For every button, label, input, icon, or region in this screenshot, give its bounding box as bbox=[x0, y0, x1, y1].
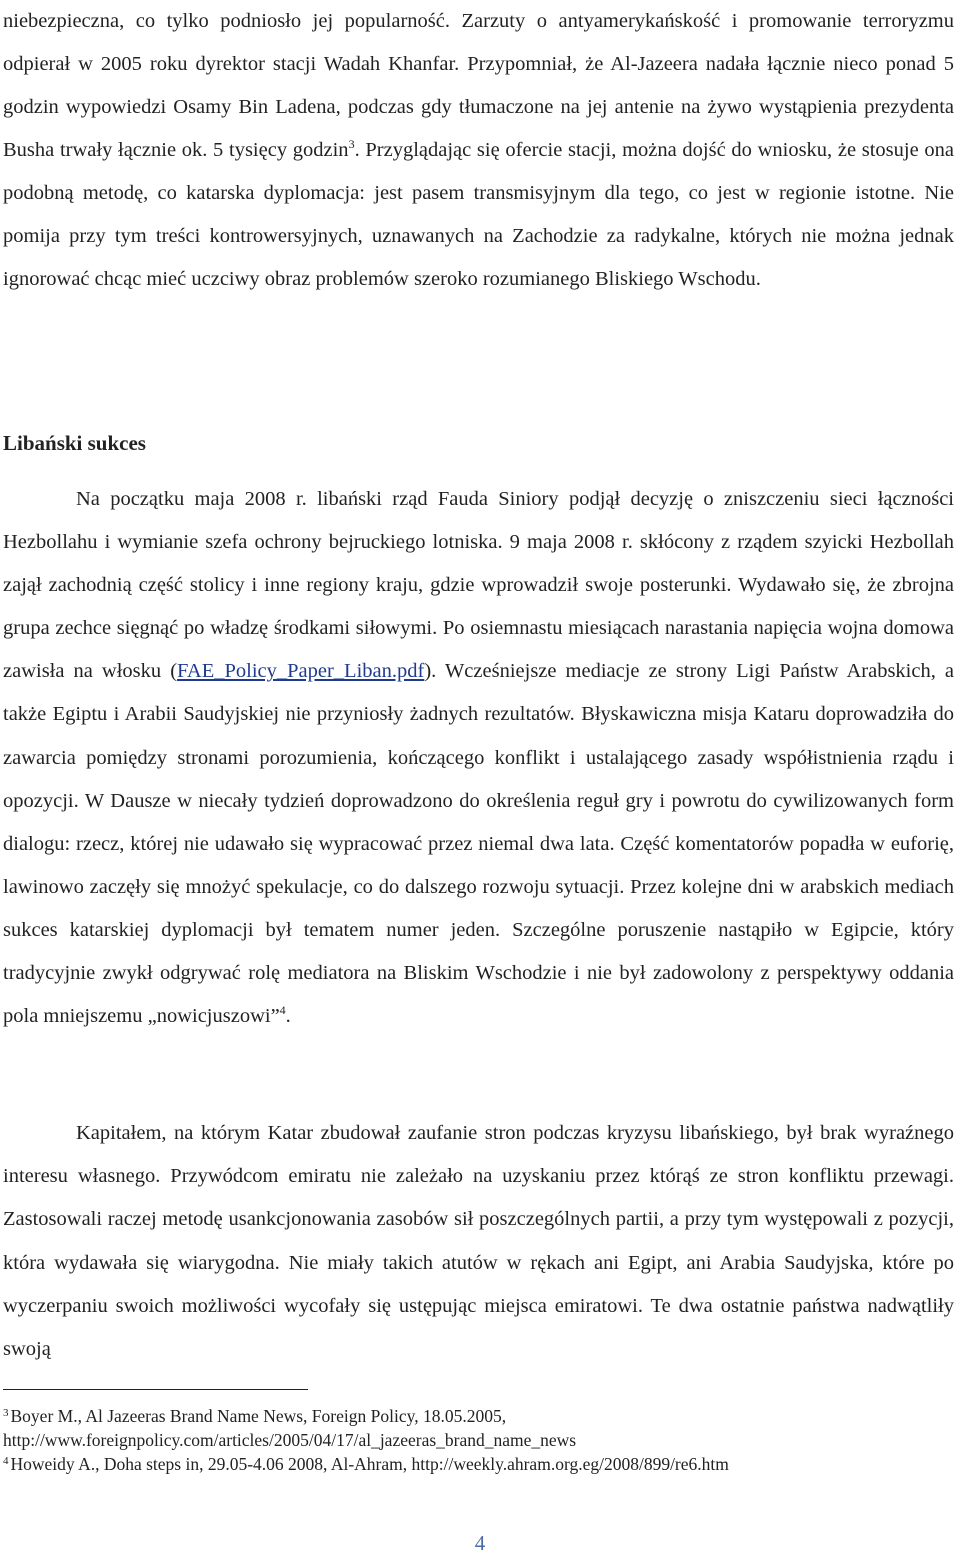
footnote-ref-4[interactable]: 4 bbox=[279, 1003, 286, 1018]
footnote-divider bbox=[3, 1389, 308, 1390]
paragraph-text: Na początku maja 2008 r. libański rząd Fauda Siniory podjął decyzję o zniszczeniu sieci łączności Hezbollahu i wymianie szefa ochrony bejruckiego lotniska. 9 maja 2008 r. skłócony z rządem szyicki Hezbollah zajął zachodnią część stolicy i inne regiony kraju, gdzie wprowadził swoje posterunki. Wydawało się, że zbrojna grupa zechce sięgnąć po władzę środkami siłowymi. Po osiemnastu miesiącach narastania napięcia wojna domowa zawisła na włosku ( bbox=[3, 488, 954, 683]
policy-paper-link[interactable]: FAE_Policy_Paper_Liban.pdf bbox=[177, 660, 425, 683]
footnote-3-url: http://www.foreignpolicy.com/articles/2005/04/17/al_jazeeras_brand_name_news bbox=[3, 1430, 577, 1450]
paragraph-text: . bbox=[285, 1005, 291, 1028]
footnote-3 bbox=[3, 1404, 954, 1428]
footnote-text: Howeidy A., Doha steps in, 29.05-4.06 2008, Al-Ahram, http://weekly.ahram.org.eg/2008/899/re6.htm bbox=[10, 1454, 729, 1474]
footnote-text: Boyer M., Al Jazeeras Brand Name News, Foreign Policy, 18.05.2005, bbox=[10, 1406, 507, 1426]
paragraph-al-jazeera bbox=[3, 0, 954, 301]
paragraph-text: . Przyglądając się ofercie stacji, można dojść do wniosku, że stosuje ona podobną metodę, co katarska dyplomacja: jest pasem transmisyjnym dla tego, co jest w regionie istotne. Nie pomija przy tym treści kontrowersyjnych, uznawanych na Zachodzie za radykalne, których nie można jednak ignorować chcąc mieć uczciwy obraz problemów szeroko rozumianego Bliskiego Wschodu. bbox=[3, 139, 954, 290]
footnote-ref-3[interactable]: 3 bbox=[348, 137, 355, 151]
footnote-number: 4 bbox=[3, 1455, 9, 1467]
paragraph-text: niebezpieczna, co tylko podniosło jej popularność. Zarzuty o antyamerykańskość i promowanie terroryzmu odpierał w 2005 roku dyrektor stacji Wadah Khanfar. Przypomniał, że Al-Jazeera nadała łącznie nieco ponad 5 godzin wypowiedzi Osamy Bin Ladena, podczas gdy tłumaczone na jej antenie na żywo wystąpienia prezydenta Busha trwały łącznie ok. 5 tysięcy godzin bbox=[3, 10, 954, 161]
footnotes bbox=[3, 1404, 954, 1476]
section-heading: Libański sukces bbox=[3, 431, 146, 455]
paragraph-qatar-capital: Kapitałem, na którym Katar zbudował zaufanie stron podczas kryzysu libańskiego, był brak wyraźnego interesu własnego. Przywódcom emiratu nie zależało na uzyskaniu przez którąś ze stron konfliktu przewagi. Zastosowali raczej metodę usankcjonowania zasobów sił poszczególnych partii, a przy tym występowali z pozycji, która wydawała się wiarygodna. Nie miały takich atutów w rękach ani Egipt, ani Arabia Saudyjska, które po wyczerpaniu swoich możliwości wycofały się ustępując miejsca emiratowi. Te dwa ostatnie państwa nadwątliły swoją bbox=[3, 1122, 954, 1361]
footnote-number: 3 bbox=[3, 1407, 9, 1419]
paragraph-text: ). Wcześniejsze mediacje ze strony Ligi Państw Arabskich, a także Egiptu i Arabii Saudyjskiej nie przyniosły żadnych rezultatów. Błyskawiczna misja Kataru doprowadziła do zawarcia pomiędzy stronami porozumienia, kończącego konflikt i ustalającego zasady współistnienia rządu i opozycji. W Dausze w niecały tydzień doprowadzono do określenia reguł gry i powrotu do cywilizowanych form dialogu: rzecz, której nie udawało się wypracować przez niemal dwa lata. Część komentatorów popadła w euforię, lawinowo zaczęły się mnożyć spekulacje, co do dalszego rozwoju sytuacji. Przez kolejne dni w arabskich mediach sukces katarskiej dyplomacji był tematem numer jeden. Szczególne poruszenie nastąpiło w Egipcie, który tradycyjnie zwykł odgrywać rolę mediatora na Bliskim Wschodzie i nie był zadowolony z perspektywy oddania pola mniejszemu „nowicjuszowi” bbox=[3, 660, 955, 1028]
footnote-4 bbox=[3, 1452, 954, 1476]
page-number: 4 bbox=[474, 1531, 486, 1555]
paragraph-lebanon bbox=[3, 478, 954, 1038]
